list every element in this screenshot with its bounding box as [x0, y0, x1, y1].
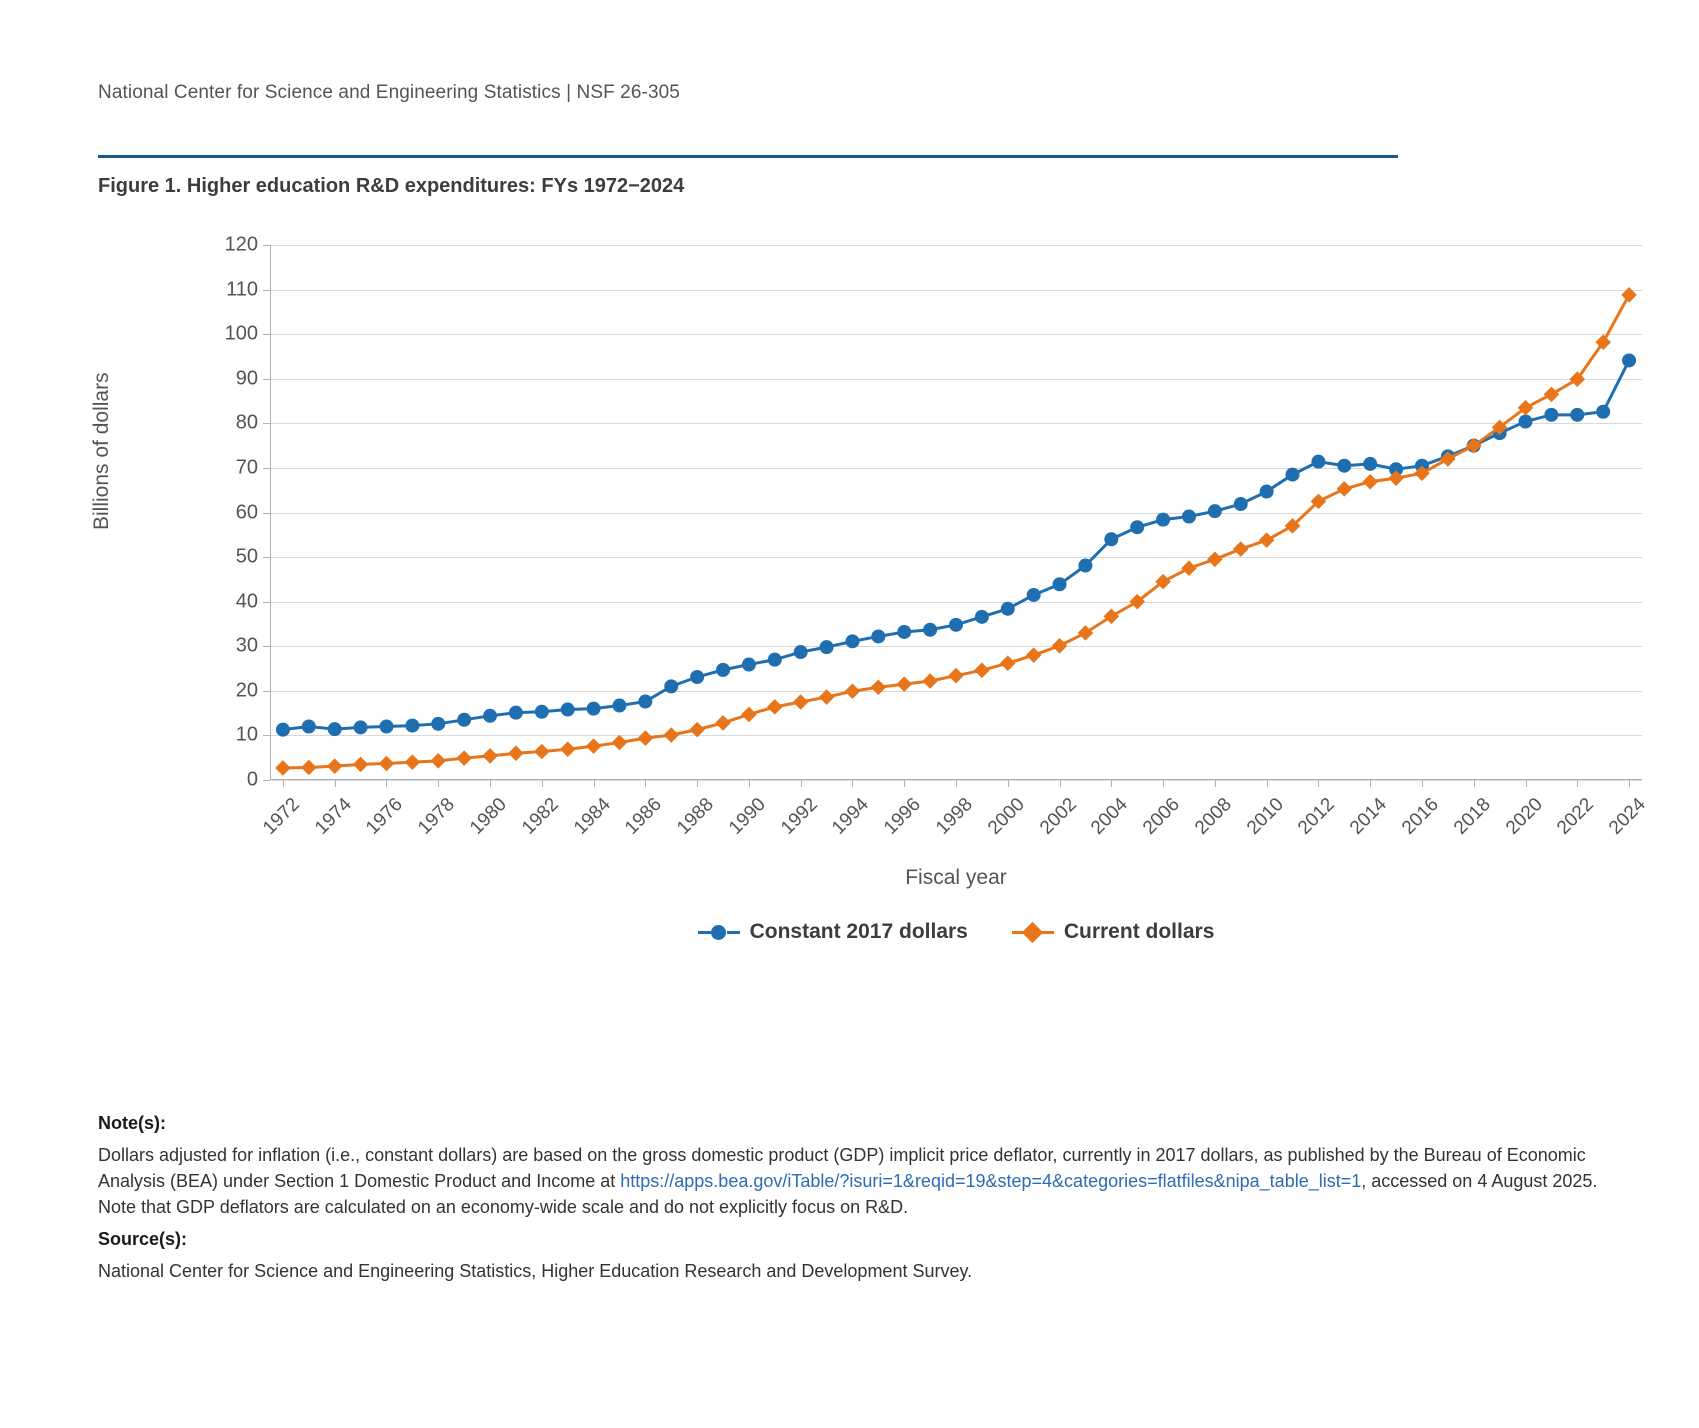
x-tick-label: 2000: [983, 794, 1029, 839]
x-tick-label: 2008: [1190, 794, 1236, 839]
y-tick-mark: [263, 646, 270, 647]
data-point: [1208, 504, 1222, 518]
data-point: [1337, 481, 1353, 497]
x-tick-mark: [1267, 780, 1268, 787]
x-tick-mark: [1474, 780, 1475, 787]
y-tick-label: 80: [235, 411, 258, 434]
data-point: [1337, 459, 1351, 473]
y-tick-mark: [263, 691, 270, 692]
data-point: [742, 658, 756, 672]
x-tick-mark: [542, 780, 543, 787]
x-tick-label: 1978: [414, 794, 460, 839]
data-point: [1053, 577, 1067, 591]
data-point: [1260, 485, 1274, 499]
x-tick-label: 2012: [1294, 794, 1340, 839]
x-tick-label: 2024: [1605, 794, 1650, 839]
x-tick-mark: [594, 780, 595, 787]
legend-item[interactable]: [1012, 920, 1215, 944]
data-point: [1363, 457, 1377, 471]
series-layer: [270, 245, 1642, 780]
data-point: [353, 757, 369, 773]
x-tick-mark: [1111, 780, 1112, 787]
data-point: [1182, 510, 1196, 524]
data-point: [871, 629, 885, 643]
data-point: [1027, 588, 1041, 602]
x-tick-mark: [956, 780, 957, 787]
x-tick-mark: [1370, 780, 1371, 787]
plot-area: [224, 233, 1650, 839]
x-tick-mark: [904, 780, 905, 787]
data-point: [1130, 520, 1144, 534]
x-tick-mark: [697, 780, 698, 787]
x-tick-label: 2016: [1398, 794, 1443, 839]
data-point: [1104, 609, 1120, 625]
data-point: [405, 754, 421, 770]
x-tick-label: 1994: [828, 794, 874, 839]
x-tick-label: 2018: [1449, 794, 1495, 839]
bea-itable-link[interactable]: https://apps.bea.gov/iTable/?isuri=1&reqid=19&step=4&categories=flatfiles&nipa_table_list=1: [620, 1171, 1362, 1192]
y-tick-mark: [263, 513, 270, 514]
x-tick-mark: [1060, 780, 1061, 787]
data-point: [1078, 625, 1094, 641]
data-point: [1570, 408, 1584, 422]
data-point: [794, 645, 808, 659]
data-point: [949, 618, 963, 632]
y-tick-label: 40: [235, 590, 258, 613]
x-tick-label: 1972: [259, 794, 304, 839]
data-point: [586, 738, 602, 754]
y-tick-mark: [263, 334, 270, 335]
x-tick-label: 2022: [1553, 794, 1599, 839]
data-point: [456, 750, 472, 766]
data-point: [509, 706, 523, 720]
y-axis-title: Billions of dollars: [90, 372, 113, 530]
data-point: [689, 722, 705, 738]
agency-header: National Center for Science and Engineering Statistics | NSF 26-305: [98, 82, 680, 103]
data-point: [1181, 560, 1197, 576]
data-point: [1362, 474, 1378, 490]
source-label: Source(s):: [98, 1229, 188, 1250]
y-tick-label: 20: [235, 679, 258, 702]
data-point: [1078, 559, 1092, 573]
y-tick-mark: [263, 602, 270, 603]
data-point: [923, 623, 937, 637]
x-axis-line: [270, 779, 1642, 780]
data-point: [1234, 497, 1248, 511]
data-point: [276, 723, 290, 737]
x-tick-label: 1998: [932, 794, 977, 839]
data-point: [482, 748, 498, 764]
data-point: [638, 730, 654, 746]
data-point: [1001, 602, 1015, 616]
x-tick-mark: [1577, 780, 1578, 787]
y-tick-mark: [263, 468, 270, 469]
x-axis-title: Fiscal year: [905, 866, 1007, 889]
y-axis-line: [270, 245, 271, 780]
data-point: [1311, 455, 1325, 469]
legend-diamond-icon: [1012, 923, 1054, 941]
data-point: [1156, 513, 1170, 527]
x-tick-label: 2014: [1346, 794, 1392, 839]
data-point: [845, 684, 861, 700]
x-tick-label: 1990: [724, 794, 770, 839]
y-tick-label: 100: [224, 322, 258, 345]
data-point: [975, 610, 989, 624]
x-tick-mark: [1318, 780, 1319, 787]
data-point: [1026, 647, 1042, 663]
y-tick-mark: [263, 735, 270, 736]
data-point: [948, 668, 964, 684]
x-tick-label: 1992: [776, 794, 822, 839]
footnotes: [98, 1110, 1598, 1291]
x-tick-mark: [386, 780, 387, 787]
x-tick-label: 1976: [362, 794, 408, 839]
x-tick-mark: [749, 780, 750, 787]
x-tick-mark: [1163, 780, 1164, 787]
data-point: [1622, 353, 1636, 367]
data-point: [379, 720, 393, 734]
chart: [90, 230, 1650, 970]
x-tick-label: 2010: [1242, 794, 1288, 839]
header-divider: [98, 155, 1398, 158]
data-point: [561, 703, 575, 717]
data-point: [664, 679, 678, 693]
x-tick-mark: [1215, 780, 1216, 787]
x-tick-mark: [1008, 780, 1009, 787]
x-tick-label: 1988: [673, 794, 718, 839]
data-point: [767, 699, 783, 715]
legend-circle-icon: [698, 923, 740, 941]
data-point: [871, 679, 887, 695]
y-tick-label: 50: [235, 545, 258, 568]
source-text: National Center for Science and Engineering Statistics, Higher Education Research and Development Survey.: [98, 1261, 973, 1282]
data-point: [663, 727, 679, 743]
data-point: [301, 760, 317, 776]
data-point: [587, 702, 601, 716]
y-tick-label: 70: [235, 456, 258, 479]
x-tick-label: 1982: [517, 794, 563, 839]
data-point: [638, 695, 652, 709]
x-tick-mark: [283, 780, 284, 787]
data-point: [430, 753, 446, 769]
notes-text-2: , accessed on 4 August 2025. Note that GDP deflators are calculated on an economy-wide scale and do not explicitly focus on R&D.: [98, 1171, 1598, 1218]
data-point: [1104, 532, 1118, 546]
y-tick-mark: [263, 245, 270, 246]
data-point: [1621, 287, 1637, 303]
data-point: [716, 663, 730, 677]
data-point: [845, 634, 859, 648]
x-tick-label: 1986: [621, 794, 667, 839]
legend-item[interactable]: [698, 920, 968, 944]
data-point: [922, 673, 938, 689]
data-point: [354, 720, 368, 734]
y-tick-mark: [263, 379, 270, 380]
notes-label: Note(s):: [98, 1113, 166, 1133]
data-point: [897, 625, 911, 639]
data-point: [741, 707, 757, 723]
x-tick-label: 2006: [1139, 794, 1184, 839]
data-point: [483, 709, 497, 723]
data-point: [302, 720, 316, 734]
y-tick-mark: [263, 557, 270, 558]
data-point: [768, 653, 782, 667]
data-point: [1259, 532, 1275, 548]
y-tick-label: 0: [246, 768, 258, 791]
data-point: [535, 705, 549, 719]
y-tick-label: 110: [226, 278, 258, 301]
x-tick-mark: [490, 780, 491, 787]
y-tick-label: 30: [235, 634, 258, 657]
y-tick-mark: [263, 290, 270, 291]
data-point: [1286, 468, 1300, 482]
x-tick-mark: [1422, 780, 1423, 787]
data-point: [1052, 638, 1068, 654]
data-point: [405, 719, 419, 733]
x-tick-mark: [1629, 780, 1630, 787]
x-tick-mark: [801, 780, 802, 787]
y-tick-label: 120: [224, 233, 258, 256]
x-tick-label: 1996: [880, 794, 926, 839]
data-point: [1000, 655, 1016, 671]
x-tick-label: 1980: [466, 794, 511, 839]
data-point: [1207, 552, 1223, 568]
data-point: [534, 744, 550, 760]
data-point: [612, 735, 628, 751]
x-tick-label: 2020: [1501, 794, 1547, 839]
data-point: [612, 699, 626, 713]
data-point: [508, 745, 524, 761]
data-point: [1233, 541, 1249, 557]
x-tick-mark: [438, 780, 439, 787]
y-tick-label: 60: [235, 501, 258, 523]
data-point: [820, 640, 834, 654]
x-tick-mark: [335, 780, 336, 787]
data-point: [974, 663, 990, 679]
data-point: [457, 713, 471, 727]
data-point: [896, 676, 912, 692]
data-point: [1596, 405, 1610, 419]
data-point: [1519, 415, 1533, 429]
plot-inner: [224, 233, 1650, 839]
data-point: [690, 670, 704, 684]
data-point: [275, 760, 291, 776]
data-point: [819, 689, 835, 705]
data-point: [715, 715, 731, 731]
data-point: [560, 741, 576, 757]
x-tick-mark: [852, 780, 853, 787]
x-tick-mark: [1526, 780, 1527, 787]
legend-label: Constant 2017 dollars: [749, 920, 968, 943]
y-tick-label: 10: [235, 723, 258, 746]
figure-title: Figure 1. Higher education R&D expenditures: FYs 1972−2024: [98, 175, 685, 197]
data-point: [1544, 387, 1560, 403]
x-tick-label: 2002: [1035, 794, 1081, 839]
x-tick-label: 1974: [310, 794, 356, 839]
y-tick-mark: [263, 780, 270, 781]
x-tick-mark: [645, 780, 646, 787]
data-point: [327, 758, 343, 774]
data-point: [1544, 408, 1558, 422]
notes-text-1: Dollars adjusted for inflation (i.e., constant dollars) are based on the gross domestic product (GDP) implicit price deflator, currently in 2017 dollars, as published by the Bureau of Economic Analysis (BEA) under Section 1 Domestic Product and Income at: [98, 1145, 1586, 1192]
series-line: [283, 295, 1629, 768]
data-point: [328, 722, 342, 736]
data-point: [793, 694, 809, 710]
data-point: [379, 756, 395, 772]
y-tick-mark: [263, 423, 270, 424]
x-tick-label: 2004: [1087, 794, 1133, 839]
chart-legend: [270, 920, 1642, 944]
legend-label: Current dollars: [1063, 920, 1215, 943]
data-point: [431, 717, 445, 731]
x-tick-label: 1984: [569, 794, 615, 839]
y-tick-label: 90: [235, 367, 258, 390]
notes-body: [98, 1142, 1598, 1220]
